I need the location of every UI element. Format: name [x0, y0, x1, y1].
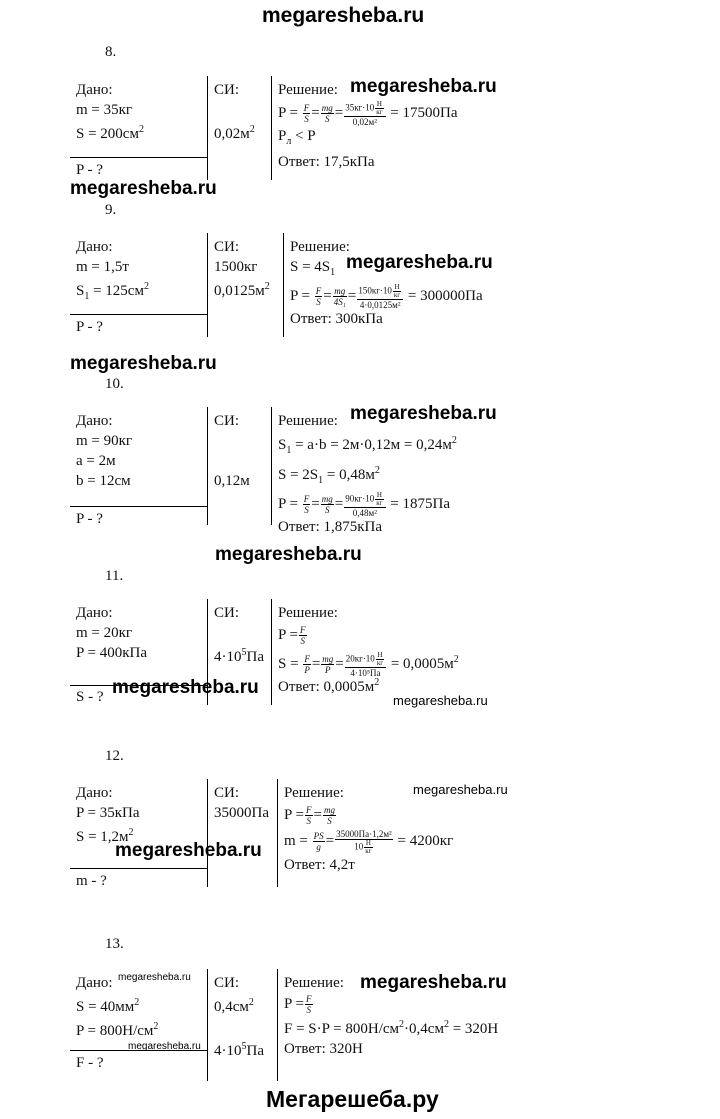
- problem-8-number: 8.: [105, 44, 117, 60]
- given-value: m = 35кг: [76, 102, 133, 118]
- find-8: P - ?: [76, 162, 103, 178]
- answer-8: Ответ: 17,5кПа: [278, 154, 375, 170]
- find-11: S - ?: [76, 689, 104, 705]
- answer-12: Ответ: 4,2т: [284, 857, 355, 873]
- problem-9-number: 9.: [105, 202, 117, 218]
- find-10: P - ?: [76, 511, 103, 527]
- watermark: megaresheba.ru: [350, 403, 497, 424]
- si-8: СИ: $0,02м^2$: [214, 82, 255, 142]
- watermark: megaresheba.ru: [70, 178, 217, 199]
- watermark: megaresheba.ru: [118, 972, 191, 983]
- problem-11-number: 11.: [105, 568, 124, 584]
- watermark: megaresheba.ru: [128, 1041, 201, 1052]
- find-12: m - ?: [76, 873, 107, 889]
- answer-13: Ответ: 320Н: [284, 1041, 363, 1057]
- problem-10: Дано: m = 90кг a = 2м b = 12см P - ? СИ: 0,12м Решение: $S_1 = a\cdot b = 2м\cdot 0,12м = 0,24м^2$ $S = 2S_1 = 0,48м^2$ P = $\frac{F}{S}$ = $\frac{mg}{S}$ = 90кг·10 $\frac{Н}{кг}$ 0,48м² = 1875Па Ответ: 1,875кПа: [70, 411, 630, 529]
- watermark: megaresheba.ru: [360, 972, 507, 993]
- watermark: megaresheba.ru: [413, 782, 508, 797]
- given-value: S = 200см: [76, 126, 139, 142]
- answer-9: Ответ: 300кПа: [290, 311, 383, 327]
- answer-11: Ответ: 0,0005м: [278, 679, 375, 695]
- find-13: F - ?: [76, 1055, 104, 1071]
- watermark: megaresheba.ru: [112, 677, 259, 698]
- header-site: megaresheba.ru: [262, 4, 425, 27]
- problem-12: Дано: P = 35кПа $S = 1,2м^2$ m - ? СИ: 35000Па Решение: P = $\frac{F}{S}$ = $\frac{mg}{S}$ m = $\frac{PS}{g}$ = 35000Па·1,2м² 10 $\frac{Н}{кг}$ = 4200кг Ответ: 4,2т: [70, 783, 630, 889]
- watermark: megaresheba.ru: [70, 353, 217, 374]
- problem-13-number: 13.: [105, 936, 124, 952]
- footer-site: Мегарешеба.ру: [266, 1086, 439, 1112]
- solution-8: Решение: P = $\frac{F}{S}$ = $\frac{mg}{S}$ = 35кг·10 $\frac{Н}{кг}$ 0,02м² = 17500Па $P_л < P$ Ответ: 17,5кПа: [278, 82, 458, 170]
- problem-9: Дано: m = 1,5т $S_1 = 125см^2$ P - ? СИ: 1500кг $0,0125м^2$ Решение: $S = 4S_1$ P = $\frac{F}{S}$ = $\frac{mg}{\text{4S₁}}$ = 150кг·10 $\frac{Н}{кг}$ 4·0,0125м² = 300000Па Ответ: 300кПа: [70, 237, 630, 337]
- given-label: Дано:: [76, 82, 113, 98]
- given-8: Дано: m = 35кг $S = 200см^2$: [76, 82, 144, 142]
- watermark: megaresheba.ru: [393, 693, 488, 708]
- watermark: megaresheba.ru: [115, 840, 262, 861]
- watermark: megaresheba.ru: [350, 76, 497, 97]
- watermark: megaresheba.ru: [215, 544, 362, 565]
- problem-10-number: 10.: [105, 376, 124, 392]
- problem-11: Дано: m = 20кг P = 400кПа S - ? СИ: $4\cdot 10^5Па$ Решение: P = $\frac{F}{S}$ S = $\frac{F}{P}$ = $\frac{mg}{P}$ = 20кг·10 $\frac{Н}{кг}$ 4·10⁵Па = $0,0005м^2$ Ответ: $0,0005м^2$: [70, 603, 630, 707]
- problem-12-number: 12.: [105, 748, 124, 764]
- find-9: P - ?: [76, 319, 103, 335]
- watermark: megaresheba.ru: [346, 252, 493, 273]
- answer-10: Ответ: 1,875кПа: [278, 519, 383, 535]
- problem-13: Дано: $S = 40мм^2$ $P = 800Н/см^2$ F - ? СИ: $0,4см^2$ $4\cdot 10^5Па$ Решение: P = $\frac{F}{S}$ $F = S\cdot P = 800Н/см^2\cdot 0,4см^2 = 320Н$ Ответ: 320Н: [70, 973, 630, 1083]
